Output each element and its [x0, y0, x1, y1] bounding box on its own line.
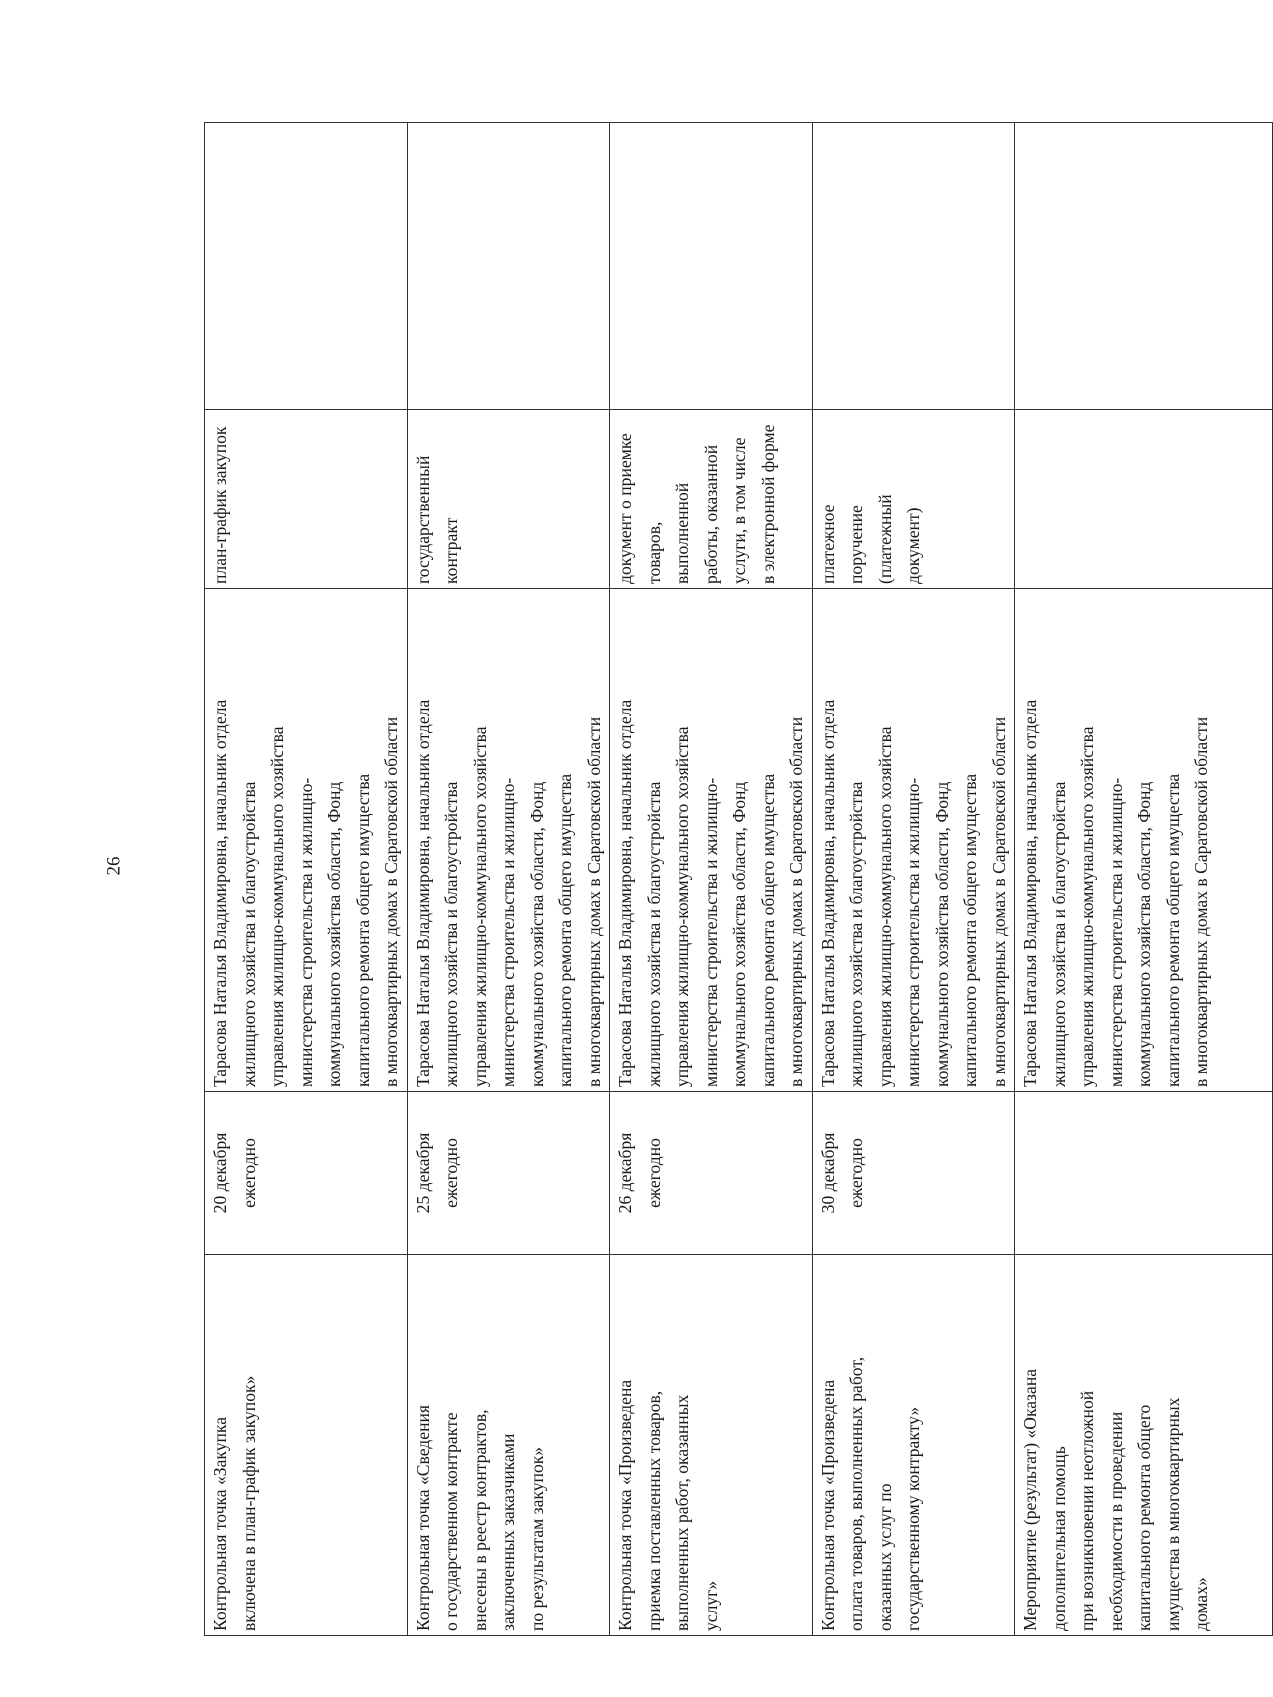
- date-cell: [1015, 1092, 1273, 1255]
- note-cell: [205, 123, 408, 410]
- table-row: [1015, 123, 1273, 1636]
- document-cell: документ о приемке товаров, выполненной работы, оказанной услуги, в том числе в электронной форме: [610, 410, 813, 589]
- control-points-table: [204, 122, 1273, 1636]
- table-row: [610, 123, 813, 1636]
- responsible-cell: Тарасова Наталья Владимировна, начальник отдела жилищного хозяйства и благоустройства управления жилищно-коммунального хозяйства министерства строительства и жилищно- коммунального хозяйства области, Фонд капитального ремонта общего имущества в многоквартирных домах в Саратовской области: [610, 589, 813, 1092]
- table-row: [812, 123, 1015, 1636]
- rotated-table-container: [204, 123, 1211, 1636]
- responsible-cell: Тарасова Наталья Владимировна, начальник отдела жилищного хозяйства и благоустройства управления жилищно-коммунального хозяйства министерства строительства и жилищно- коммунального хозяйства области, Фонд капитального ремонта общего имущества в многоквартирных домах в Саратовской области: [407, 589, 610, 1092]
- date-cell: 20 декабря ежегодно: [205, 1092, 408, 1255]
- date-cell: 30 декабря ежегодно: [812, 1092, 1015, 1255]
- event-cell: Контрольная точка «Закупка включена в план-график закупок»: [205, 1255, 408, 1636]
- event-cell: Контрольная точка «Сведения о государственном контракте внесены в реестр контрактов, заключенных заказчиками по результатам закупок»: [407, 1255, 610, 1636]
- document-cell: план-график закупок: [205, 410, 408, 589]
- event-cell: Контрольная точка «Произведена приемка поставленных товаров, выполненных работ, оказанных услуг»: [610, 1255, 813, 1636]
- date-cell: 25 декабря ежегодно: [407, 1092, 610, 1255]
- note-cell: [1015, 123, 1273, 410]
- responsible-cell: Тарасова Наталья Владимировна, начальник отдела жилищного хозяйства и благоустройства управления жилищно-коммунального хозяйства министерства строительства и жилищно- коммунального хозяйства области, Фонд капитального ремонта общего имущества в многоквартирных домах в Саратовской области: [205, 589, 408, 1092]
- note-cell: [407, 123, 610, 410]
- event-cell: Мероприятие (результат) «Оказана дополнительная помощь при возникновении неотложной необходимости в проведении капитального ремонта общего имущества в многоквартирных домах»: [1015, 1255, 1273, 1636]
- table-row: [407, 123, 610, 1636]
- event-cell: Контрольная точка «Произведена оплата товаров, выполненных работ, оказанных услуг по государственному контракту»: [812, 1255, 1015, 1636]
- date-cell: 26 декабря ежегодно: [610, 1092, 813, 1255]
- page-number: 26: [103, 856, 125, 876]
- document-cell: государственный контракт: [407, 410, 610, 589]
- document-cell: [1015, 410, 1273, 589]
- note-cell: [812, 123, 1015, 410]
- table-row: [205, 123, 408, 1636]
- responsible-cell: Тарасова Наталья Владимировна, начальник отдела жилищного хозяйства и благоустройства управления жилищно-коммунального хозяйства министерства строительства и жилищно- коммунального хозяйства области, Фонд капитального ремонта общего имущества в многоквартирных домах в Саратовской области: [1015, 589, 1273, 1092]
- responsible-cell: Тарасова Наталья Владимировна, начальник отдела жилищного хозяйства и благоустройства управления жилищно-коммунального хозяйства министерства строительства и жилищно- коммунального хозяйства области, Фонд капитального ремонта общего имущества в многоквартирных домах в Саратовской области: [812, 589, 1015, 1092]
- note-cell: [610, 123, 813, 410]
- document-cell: платежное поручение (платежный документ): [812, 410, 1015, 589]
